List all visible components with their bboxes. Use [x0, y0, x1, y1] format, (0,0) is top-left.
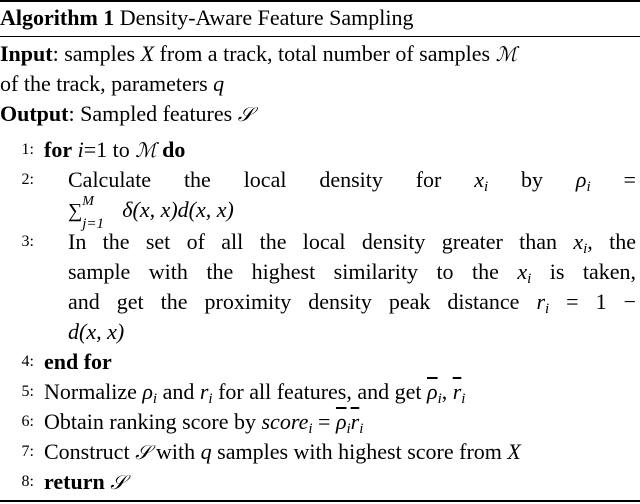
- step-number: 4:: [21, 353, 34, 370]
- step-text: the: [183, 167, 211, 192]
- var-q: q: [200, 439, 212, 464]
- algorithm-title: Density-Aware Feature Sampling: [119, 5, 414, 30]
- output-sym-s: 𝒮: [237, 102, 254, 126]
- input-var-q: q: [213, 71, 225, 96]
- subscript: i: [152, 391, 158, 407]
- input-var-x: X: [140, 41, 155, 66]
- step-number: 8:: [21, 473, 34, 490]
- step-text: In the set of all the local density greater than: [68, 229, 558, 254]
- equals: =: [623, 167, 636, 192]
- input-text: of the track, parameters: [0, 71, 208, 96]
- step-text: with: [156, 439, 196, 464]
- subscript: i: [359, 421, 364, 437]
- output-line: [0, 99, 640, 129]
- subscript: i: [308, 421, 313, 437]
- var-r-bar: $\overline{r}$: [452, 379, 462, 404]
- input-text: : samples: [52, 41, 136, 66]
- caption-rule: [0, 36, 640, 37]
- sum-upper: M: [82, 194, 94, 209]
- output-text: : Sampled features: [68, 101, 233, 126]
- step-text: and get the proximity density peak distance: [68, 289, 520, 314]
- step-text: for all features, and get: [218, 379, 422, 404]
- step-text: and: [162, 379, 195, 404]
- step-number: 6:: [21, 413, 34, 430]
- algorithm-block: Algorithm 1 Density-Aware Feature Sampling Input: samples X from a track, total number of samples ℳ of the track, parameters q Output: Sampled features 𝒮 1: for i=1 to ℳ do 2: Calculate the local density for $x_i$ by $\rho_i$ = ∑ M j=1 δ(x, x)d(x, x) 3: In the set of all the local density greater than $x_i$, the sample with the highest similarity to the $x_i$ is taken, and get the proximity density peak distance $r_i = 1$ − d(x, x) 4: end for 5: Normalize $\rho_i$ and $r_i$ for all features, and get $\overline{\rho}_i$, $\overline{r}_i$ 6: Obtain ranking score by score$_i$ = $\overline{\rho}_i\overline{r}_i$ 7: Construct 𝒮 with q samples with highest score from X 8: return 𝒮: [0, 0, 640, 504]
- input-line-2: [0, 69, 640, 99]
- equals: =: [318, 409, 331, 434]
- keyword-for: for: [44, 137, 73, 162]
- input-sym-m: ℳ: [495, 42, 517, 66]
- subscript: i: [208, 391, 213, 407]
- var-r: r: [536, 289, 545, 314]
- algorithm-caption: [0, 3, 640, 33]
- bottom-rule: [0, 500, 640, 502]
- subscript: i: [545, 301, 550, 317]
- step-text: = 1 −: [566, 289, 636, 314]
- subscript: i: [583, 241, 588, 257]
- subscript: i: [527, 271, 532, 287]
- var-x: x: [474, 167, 485, 192]
- sum-lower: j=1: [82, 216, 105, 232]
- step-text: Normalize: [44, 379, 137, 404]
- var-rho-bar: $\overline{\rho}$: [335, 409, 347, 434]
- step-text: Obtain ranking score by: [44, 409, 256, 434]
- var-r: r: [199, 379, 209, 404]
- formula: d(x, x): [68, 319, 125, 344]
- var-score: score: [261, 409, 309, 434]
- top-rule: [0, 0, 640, 2]
- formula: δ(x, x)d(x, x): [122, 197, 234, 222]
- step-text: Construct: [44, 439, 130, 464]
- step-text: is taken,: [549, 259, 637, 284]
- var-i: i: [77, 137, 84, 162]
- subscript: i: [437, 391, 442, 407]
- step-number: 3:: [21, 233, 34, 250]
- sym-s: 𝒮: [135, 440, 151, 464]
- step-text: by: [521, 167, 544, 192]
- output-label: Output: [0, 101, 69, 126]
- sym-s: 𝒮: [110, 470, 126, 494]
- step-text: =1 to: [83, 137, 130, 162]
- input-line-1: [0, 39, 640, 69]
- step-text: samples with highest score from: [217, 439, 502, 464]
- step-text: sample with the highest similarity to the: [68, 259, 499, 284]
- algorithm-label: Algorithm 1: [0, 5, 115, 30]
- var-r-bar: $\overline{r}$: [350, 409, 360, 434]
- keyword-return: return: [44, 469, 105, 494]
- step-number: 7:: [21, 443, 34, 460]
- input-label: Input: [0, 41, 53, 66]
- var-x: x: [517, 259, 528, 284]
- subscript: i: [461, 391, 466, 407]
- keyword-do: do: [162, 137, 186, 162]
- step-text: density: [319, 167, 383, 192]
- step-number: 2:: [21, 171, 34, 188]
- var-rho: ρ: [575, 167, 587, 192]
- subscript: i: [484, 179, 489, 195]
- subscript: i: [586, 179, 591, 195]
- keyword-end-for: end for: [44, 349, 112, 374]
- var-rho-bar: $\overline{\rho}$: [427, 379, 438, 404]
- var-x: x: [573, 229, 584, 254]
- step-number: 1:: [21, 141, 34, 158]
- sym-m: ℳ: [135, 138, 157, 162]
- subscript: i: [346, 421, 351, 437]
- step-number: 5:: [21, 383, 34, 400]
- input-text: from a track, total number of samples: [159, 41, 491, 66]
- var-rho: ρ: [142, 379, 153, 404]
- var-x: X: [507, 439, 521, 464]
- step-text: for: [415, 167, 442, 192]
- step-text: , the: [587, 229, 636, 254]
- step-text: Calculate: [68, 167, 152, 192]
- step-text: local: [243, 167, 287, 192]
